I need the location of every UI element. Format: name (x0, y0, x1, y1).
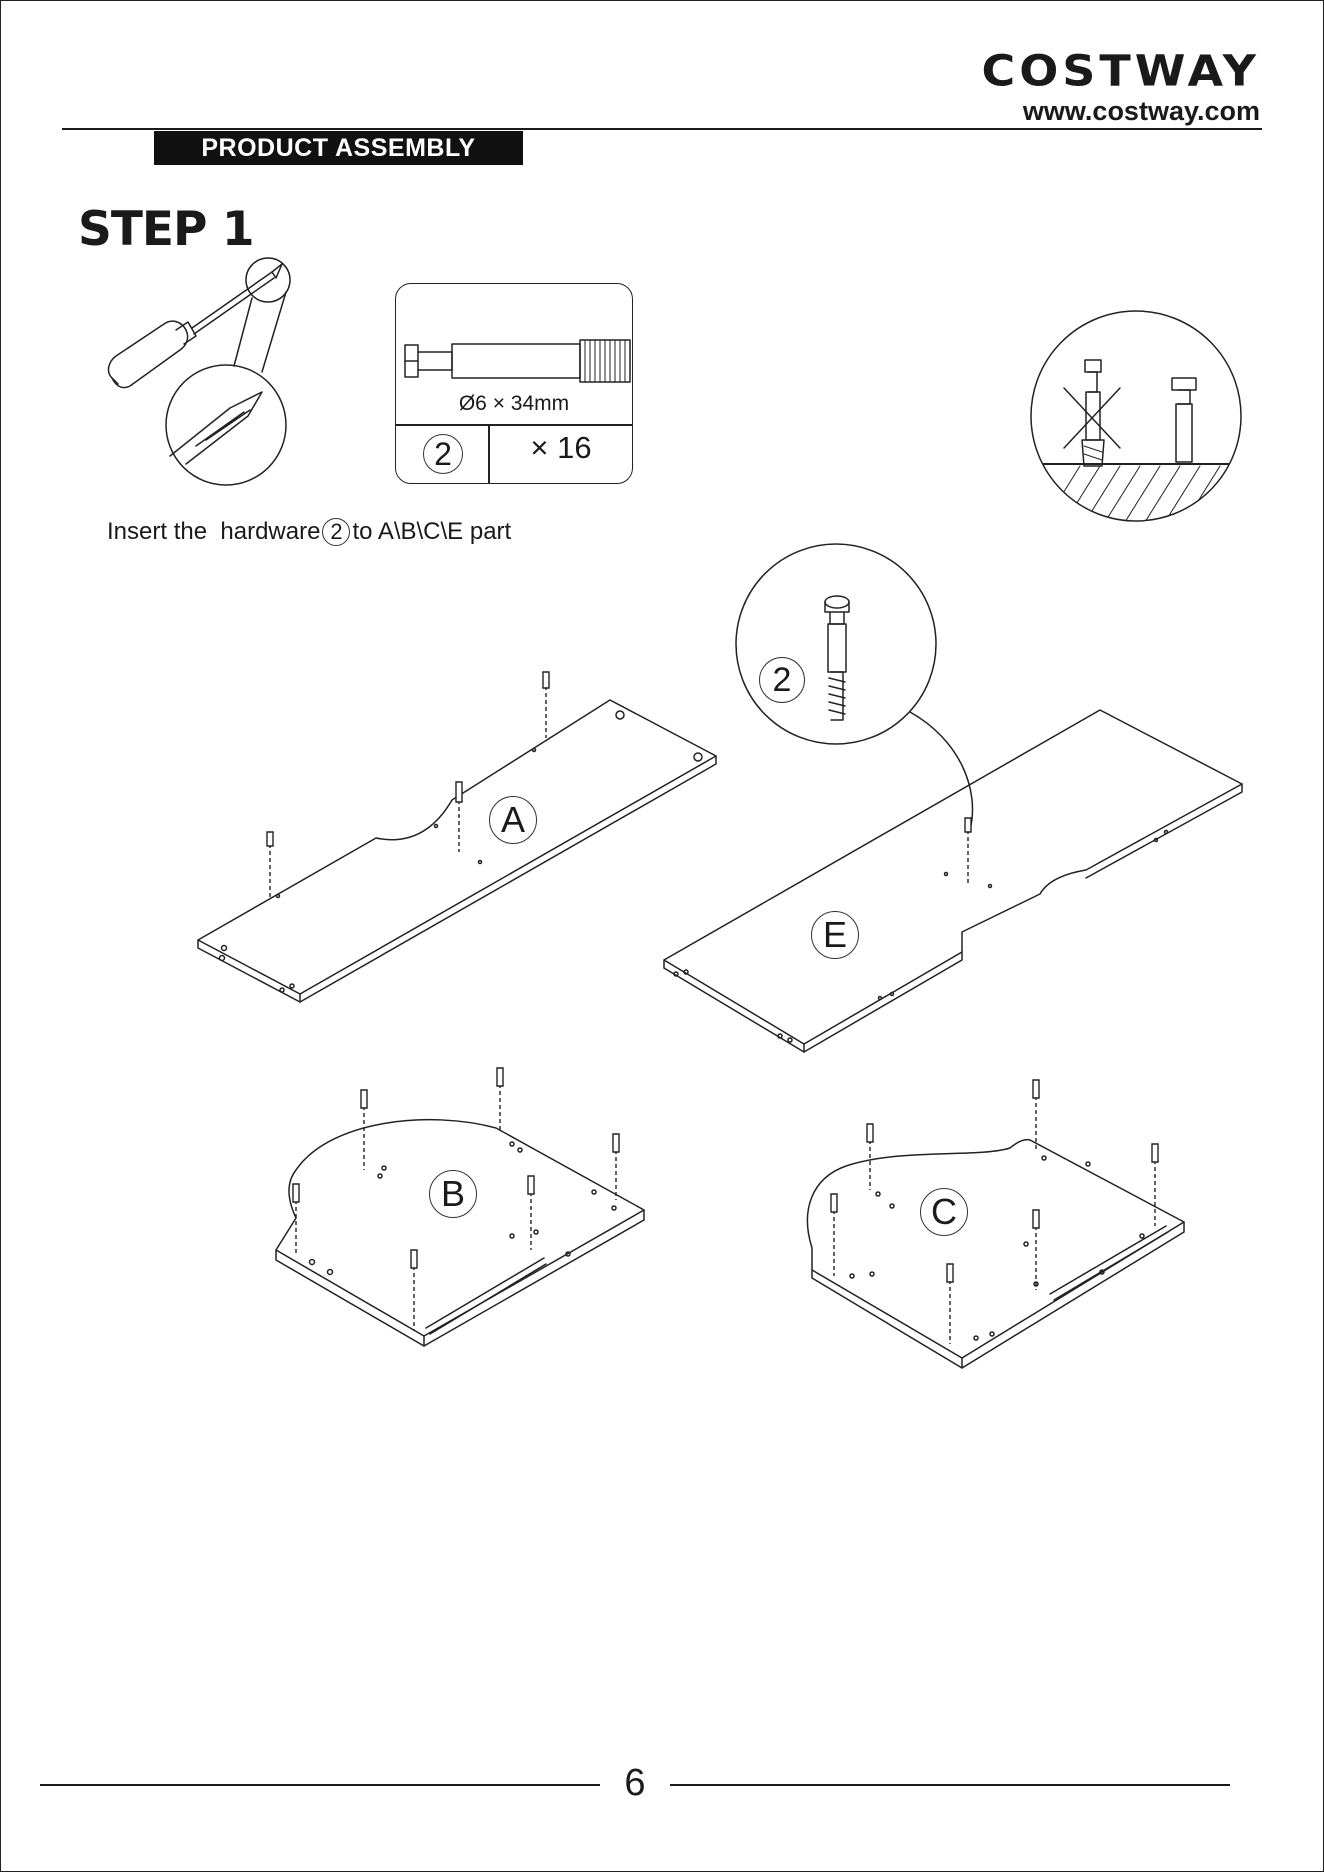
panel-label-b: B (429, 1170, 477, 1218)
screwdriver-icon (109, 258, 290, 485)
instruction-hardware-number: 2 (322, 518, 350, 546)
hardware-quantity: × 16 (530, 430, 592, 465)
step-instruction (107, 518, 511, 546)
panel-a (198, 700, 716, 1002)
panel-b (276, 1120, 644, 1346)
insertion-detail-icon (1020, 311, 1260, 530)
hardware-spec: Ø6 × 34mm (458, 392, 570, 415)
step-title: STEP 1 (78, 202, 254, 257)
panel-e (664, 710, 1242, 1052)
brand-url: www.costway.com (1022, 96, 1260, 126)
hardware-box (395, 283, 633, 484)
page-number: 6 (624, 1762, 646, 1804)
hardware-divider (396, 424, 632, 426)
section-tag: PRODUCT ASSEMBLY (154, 131, 523, 165)
instruction-text-before: Insert the hardware (107, 518, 321, 545)
panel-label-c: C (920, 1188, 968, 1236)
instruction-text-after: to A\B\C\E part (352, 518, 512, 545)
hardware-number: 2 (423, 434, 463, 474)
panel-c (807, 1140, 1184, 1368)
callout-hardware-number: 2 (759, 657, 805, 703)
brand-logo: COSTWAY (981, 46, 1260, 96)
footer-rule-right (670, 1784, 1230, 1786)
panel-label-e: E (811, 911, 859, 959)
panel-label-a: A (489, 796, 537, 844)
footer-rule-left (40, 1784, 600, 1786)
